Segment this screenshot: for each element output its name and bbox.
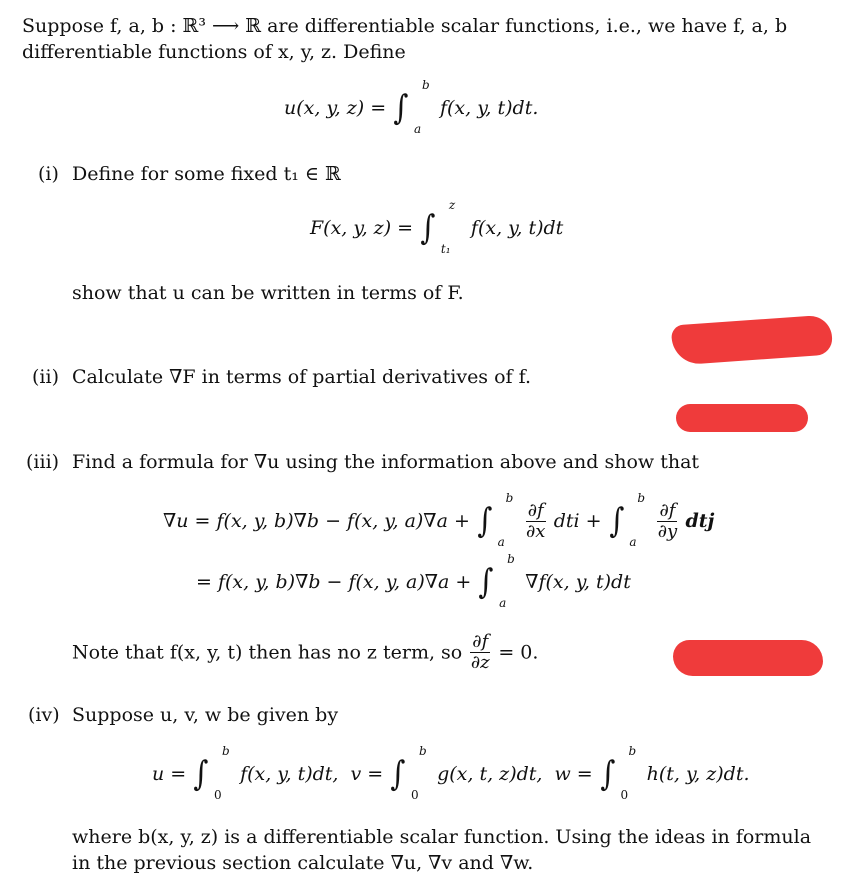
part-iii-note bbox=[72, 632, 538, 684]
part-iii-label: (iii) bbox=[26, 451, 60, 473]
v-integrand: g(x, t, z)dt, bbox=[437, 763, 543, 785]
part-i-followup: show that u can be written in terms of F. bbox=[72, 282, 464, 304]
fraction-numerator: ∂f bbox=[659, 499, 676, 521]
part-iii-text: Find a formula for ∇u using the information above and show that bbox=[72, 451, 700, 473]
integral-lower-limit: a bbox=[497, 535, 505, 549]
fraction-denominator: ∂x bbox=[525, 520, 546, 542]
fraction-numerator: ∂f bbox=[472, 631, 489, 652]
intro-line-2: differentiable functions of x, y, z. Define bbox=[22, 41, 406, 63]
redaction-mark bbox=[673, 640, 823, 676]
integral-limits bbox=[440, 198, 465, 256]
integral-upper-limit: b bbox=[222, 744, 230, 758]
part-i-label: (i) bbox=[38, 163, 59, 185]
equation-F-lhs: F(x, y, z) = bbox=[310, 217, 414, 239]
grad-u-line-1-end: dtj bbox=[685, 510, 715, 532]
u-lhs: u = bbox=[152, 763, 187, 785]
integral-sign: ∫ bbox=[390, 754, 406, 794]
part-iv-label: (iv) bbox=[28, 704, 60, 726]
integral-sign: ∫ bbox=[193, 754, 209, 794]
integral-upper-limit: b bbox=[421, 78, 430, 92]
part-iv-text: Suppose u, v, w be given by bbox=[72, 704, 339, 726]
part-i-text: Define for some fixed t₁ ∈ ℝ bbox=[72, 163, 341, 185]
w-integrand: h(t, y, z)dt. bbox=[646, 763, 750, 785]
fraction-denominator: ∂y bbox=[657, 520, 678, 542]
note-text: Note that f(x, y, t) then has no z term, so bbox=[72, 641, 463, 664]
part-ii-label: (ii) bbox=[32, 366, 59, 388]
equation-u-definition bbox=[284, 78, 539, 142]
integral-sign: ∫ bbox=[420, 208, 436, 248]
equation-u-lhs: u(x, y, z) = bbox=[284, 97, 387, 119]
partial-fraction-y bbox=[657, 501, 677, 542]
equation-uvw bbox=[152, 744, 750, 808]
integral-sign: ∫ bbox=[600, 754, 616, 794]
integral-sign: ∫ bbox=[478, 562, 494, 602]
note-end: = 0. bbox=[498, 641, 539, 664]
grad-u-line-1-lhs: ∇u = f(x, y, b)∇b − f(x, y, a)∇a + bbox=[163, 510, 470, 532]
integral-lower-limit: 0 bbox=[620, 788, 629, 802]
integral-limits bbox=[620, 744, 641, 802]
equation-u-integrand: f(x, y, t)dt. bbox=[439, 97, 539, 119]
integral-limits bbox=[411, 744, 431, 802]
grad-u-line-2-lhs: = f(x, y, b)∇b − f(x, y, a)∇a + bbox=[196, 571, 472, 593]
integral-sign: ∫ bbox=[477, 501, 493, 541]
integral-sign: ∫ bbox=[393, 88, 409, 128]
redaction-mark bbox=[671, 314, 833, 365]
fraction-denominator: ∂z bbox=[470, 652, 490, 673]
equation-F-integrand: f(x, y, t)dt bbox=[470, 217, 564, 239]
v-lhs: v = bbox=[350, 763, 384, 785]
integral-limits bbox=[499, 552, 519, 610]
grad-u-line-1-mid: dti + bbox=[553, 510, 602, 532]
grad-u-line-2-integrand: ∇f(x, y, t)dt bbox=[525, 571, 631, 593]
integral-limits bbox=[497, 491, 518, 549]
integral-upper-limit: b bbox=[628, 744, 637, 758]
integral-lower-limit: a bbox=[499, 596, 507, 610]
u-integrand: f(x, y, t)dt, bbox=[240, 763, 339, 785]
fraction-numerator: ∂f bbox=[527, 499, 544, 521]
part-iv-where-line-2: in the previous section calculate ∇u, ∇v and ∇w. bbox=[72, 852, 534, 874]
part-ii-text: Calculate ∇F in terms of partial derivatives of f. bbox=[72, 366, 532, 388]
integral-upper-limit: b bbox=[507, 552, 515, 566]
integral-lower-limit: 0 bbox=[411, 788, 419, 802]
integral-limits bbox=[629, 491, 649, 549]
integral-lower-limit: 0 bbox=[214, 788, 222, 802]
integral-limits bbox=[413, 78, 434, 136]
integral-limits bbox=[214, 744, 234, 802]
equation-grad-u-line-1 bbox=[163, 491, 715, 555]
partial-fraction-z bbox=[470, 632, 490, 673]
intro-line-1: Suppose f, a, b : ℝ³ ⟶ ℝ are differentiable scalar functions, i.e., we have f, a, b bbox=[22, 15, 788, 37]
partial-fraction-x bbox=[526, 501, 546, 542]
redaction-mark bbox=[676, 404, 808, 432]
part-iv-where-line-1: where b(x, y, z) is a differentiable scalar function. Using the ideas in formula bbox=[72, 826, 812, 848]
w-lhs: w = bbox=[554, 763, 593, 785]
equation-grad-u-line-2 bbox=[196, 552, 631, 616]
equation-F-definition bbox=[310, 198, 564, 262]
integral-upper-limit: b bbox=[505, 491, 514, 505]
integral-lower-limit: a bbox=[629, 535, 637, 549]
integral-lower-limit: a bbox=[413, 122, 422, 136]
integral-sign: ∫ bbox=[608, 501, 625, 541]
integral-upper-limit: b bbox=[419, 744, 427, 758]
integral-lower-limit: t₁ bbox=[440, 242, 451, 256]
integral-upper-limit: z bbox=[448, 198, 456, 212]
integral-upper-limit: b bbox=[637, 491, 646, 505]
